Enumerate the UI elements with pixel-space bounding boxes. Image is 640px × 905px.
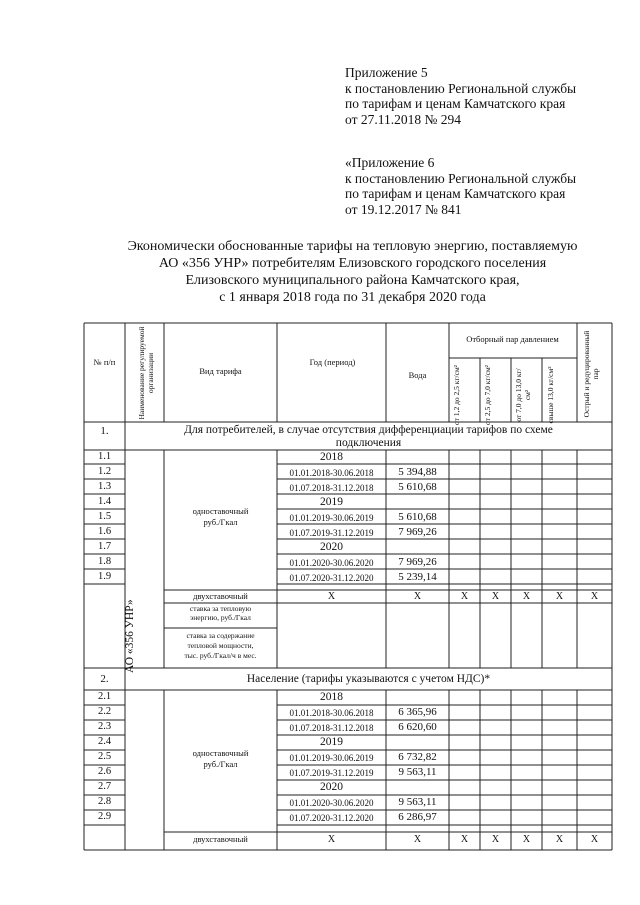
x-mark: Х (327, 591, 336, 602)
tariff-value: 6 732,82 (398, 751, 437, 763)
x-mark: Х (555, 591, 564, 602)
rate-heat-unit: энергию, руб./Гкал (190, 613, 251, 622)
row-number: 2.3 (97, 721, 112, 732)
one-part-unit: руб./Гкал (203, 517, 238, 527)
row-number: 2.6 (97, 766, 112, 777)
appendix-line: «Приложение 6 (345, 155, 435, 170)
row-number: 1.5 (97, 511, 112, 522)
header-year: Год (период) (309, 357, 356, 367)
two-part-label: двухставочный (193, 591, 248, 601)
period-label: 01.07.2020-31.12.2020 (289, 813, 374, 823)
x-mark: Х (327, 834, 336, 845)
header-num: № п/п (93, 357, 116, 367)
header-pressure-1: от 1,2 до 2,5 кг/см² (452, 365, 461, 425)
row-number: 2.5 (97, 751, 112, 762)
organization-name: АО «356 УНР» (124, 599, 136, 673)
x-mark: Х (460, 591, 469, 602)
header-steam: Отборный пар давлением (466, 334, 559, 344)
x-mark: Х (522, 591, 531, 602)
period-label: 01.01.2019-30.06.2019 (289, 753, 374, 763)
x-mark: Х (413, 834, 422, 845)
period-label: 01.01.2020-30.06.2020 (289, 798, 374, 808)
appendix-line: к постановлению Региональной службы (345, 80, 577, 96)
appendix-line: от 27.11.2018 № 294 (345, 111, 461, 127)
x-mark: Х (460, 834, 469, 845)
tariff-value: 5 239,14 (398, 571, 437, 583)
rate-capacity-label-2: тепловой мощности, (187, 641, 254, 650)
header-sharp-steam: Острый и редуцированный пар (582, 330, 600, 418)
tariff-value: 5 610,68 (398, 481, 437, 493)
x-mark: Х (555, 834, 564, 845)
period-label: 01.07.2019-31.12.2019 (289, 768, 374, 778)
section-1-num: 1. (100, 425, 109, 437)
section-2-title: Население (тарифы указываются с учетом НДС)* (246, 673, 491, 685)
year-label: 2019 (320, 736, 343, 748)
row-number: 1.9 (97, 571, 112, 582)
section-1-title-2: подключения (335, 437, 402, 449)
title-line: с 1 января 2018 года по 31 декабря 2020 года (219, 290, 486, 305)
row-number: 1.2 (97, 466, 112, 477)
tariff-value: 9 563,11 (398, 766, 437, 778)
x-mark: Х (413, 591, 422, 602)
one-part-unit: руб./Гкал (203, 759, 238, 769)
row-number: 1.8 (97, 556, 112, 567)
one-part-label: одноставочный (192, 506, 249, 516)
section-2-num: 2. (100, 673, 109, 685)
header-type: Вид тарифа (199, 366, 242, 376)
row-number: 2.4 (97, 736, 112, 747)
year-label: 2018 (320, 691, 343, 703)
x-mark: Х (491, 591, 500, 602)
year-label: 2018 (320, 451, 343, 463)
row-number: 2.2 (97, 706, 112, 717)
header-pressure-2: от 2,5 до 7,0 кг/см² (483, 365, 492, 425)
tariff-value: 7 969,26 (398, 526, 437, 538)
x-mark: Х (590, 834, 599, 845)
x-mark: Х (590, 591, 599, 602)
row-number: 2.9 (97, 811, 112, 822)
row-number: 2.7 (97, 781, 112, 792)
x-mark: Х (491, 834, 500, 845)
row-number: 1.1 (97, 451, 112, 462)
period-label: 01.07.2018-31.12.2018 (289, 483, 374, 493)
row-number: 1.4 (97, 496, 112, 507)
rate-capacity-label: ставка за содержание (186, 631, 255, 640)
row-number: 1.3 (97, 481, 112, 492)
one-part-label: одноставочный (192, 748, 249, 758)
period-label: 01.01.2019-30.06.2019 (289, 513, 374, 523)
header-water: Вода (408, 370, 427, 380)
header-org: Наименование регулируемой организации (137, 326, 155, 420)
row-number: 1.6 (97, 526, 112, 537)
appendix-line: по тарифам и ценам Камчатского края (345, 186, 566, 201)
title-line: Елизовского муниципального района Камчатского края, (185, 273, 520, 288)
period-label: 01.01.2018-30.06.2018 (289, 708, 374, 718)
tariff-value: 6 286,97 (398, 811, 437, 823)
year-label: 2020 (320, 541, 343, 553)
title-line: АО «356 УНР» потребителям Елизовского городского поселения (158, 256, 547, 271)
title-line: Экономически обоснованные тарифы на тепловую энергию, поставляемую (127, 239, 578, 254)
year-label: 2019 (320, 496, 343, 508)
row-number: 2.8 (97, 796, 112, 807)
header-pressure-4: свыше 13,0 кг/см² (546, 366, 555, 424)
period-label: 01.01.2018-30.06.2018 (289, 468, 374, 478)
rate-heat-label: ставка за тепловую (189, 604, 252, 613)
two-part-label: двухставочный (193, 834, 248, 844)
rate-capacity-unit: тыс. руб./Гкал/ч в мес. (184, 651, 257, 660)
period-label: 01.07.2018-31.12.2018 (289, 723, 374, 733)
header-pressure-3: от 7,0 до 13,0 кг/см² (514, 368, 532, 422)
tariff-value: 9 563,11 (398, 796, 437, 808)
x-mark: Х (522, 834, 531, 845)
row-number: 2.1 (97, 691, 112, 702)
tariff-value: 5 610,68 (398, 511, 437, 523)
tariff-value: 6 620,60 (398, 721, 437, 733)
row-number: 1.7 (97, 541, 112, 552)
period-label: 01.01.2020-30.06.2020 (289, 558, 374, 568)
period-label: 01.07.2019-31.12.2019 (289, 528, 374, 538)
appendix-line: к постановлению Региональной службы (345, 170, 577, 186)
period-label: 01.07.2020-31.12.2020 (289, 573, 374, 583)
tariff-value: 5 394,88 (398, 466, 437, 478)
appendix-line: от 19.12.2017 № 841 (345, 201, 462, 217)
tariff-value: 6 365,96 (398, 706, 437, 718)
section-1-title: Для потребителей, в случае отсутствия дифференциации тарифов по схеме (184, 424, 553, 436)
appendix-line: по тарифам и ценам Камчатского края (345, 96, 566, 111)
appendix-line: Приложение 5 (345, 65, 428, 80)
year-label: 2020 (320, 781, 343, 793)
tariff-value: 7 969,26 (398, 556, 437, 568)
